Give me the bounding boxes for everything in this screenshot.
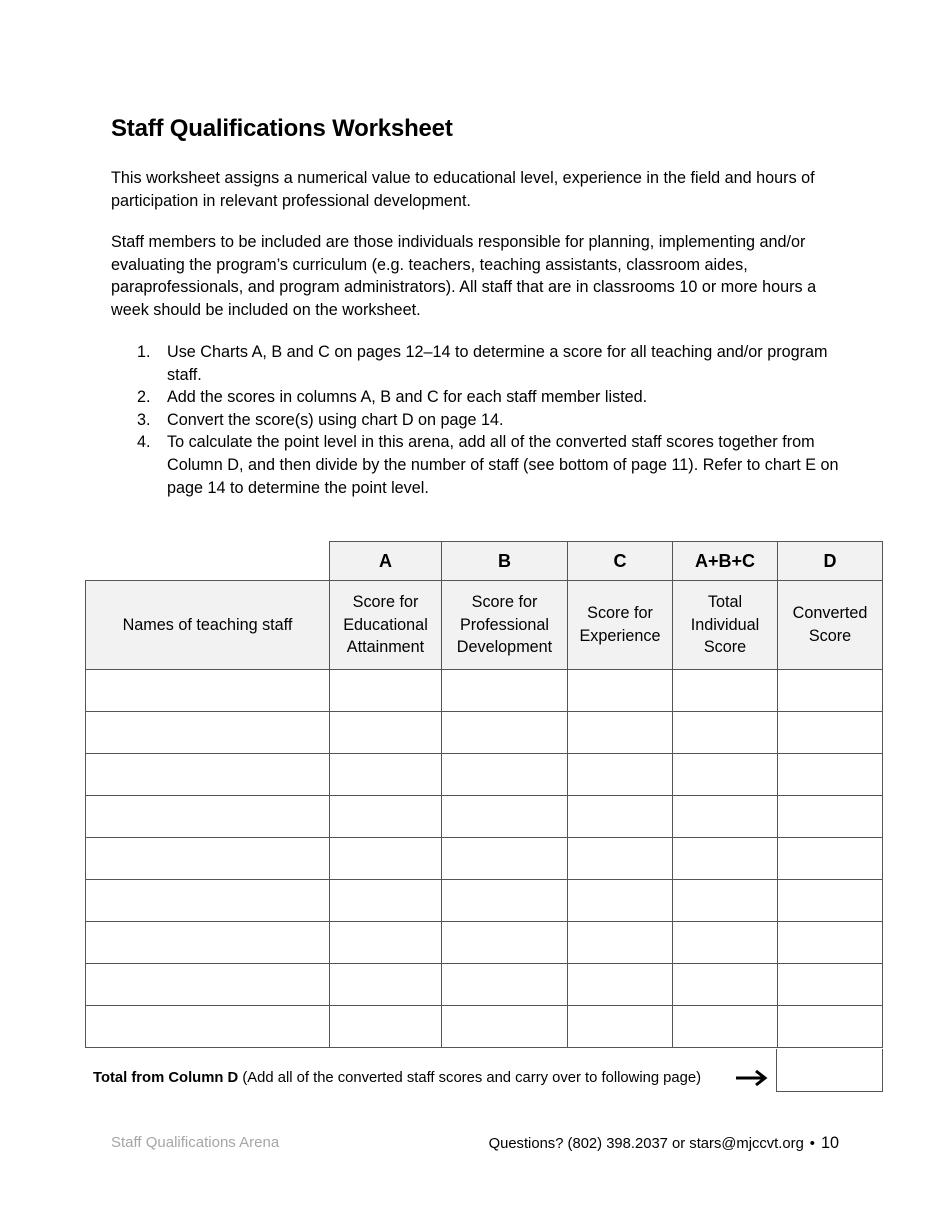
score-a-cell[interactable] <box>330 670 442 712</box>
converted-score-header <box>778 581 883 670</box>
footer-section-name: Staff Qualifications Arena <box>111 1134 280 1151</box>
converted-score-cell[interactable] <box>778 880 883 922</box>
score-b-cell[interactable] <box>442 796 568 838</box>
table-row <box>86 754 883 796</box>
instruction-text: Use Charts A, B and C on pages 12–14 to determine a score for all teaching and/or program staff. <box>167 343 828 384</box>
column-letter-sum: A+B+C <box>673 542 778 581</box>
score-a-cell[interactable] <box>330 796 442 838</box>
instruction-item <box>111 409 856 432</box>
score-b-cell[interactable] <box>442 838 568 880</box>
score-b-cell[interactable] <box>442 1006 568 1048</box>
staff-name-cell[interactable] <box>86 964 330 1006</box>
instruction-item <box>111 386 856 409</box>
header-line: Educational <box>343 615 428 634</box>
total-score-cell[interactable] <box>673 712 778 754</box>
score-b-cell[interactable] <box>442 712 568 754</box>
header-line: Professional <box>459 615 550 634</box>
table-row <box>86 1006 883 1048</box>
staff-name-cell[interactable] <box>86 838 330 880</box>
header-line: Score for <box>587 604 653 623</box>
score-a-cell[interactable] <box>330 712 442 754</box>
total-individual-score-header <box>673 581 778 670</box>
score-b-cell[interactable] <box>442 922 568 964</box>
converted-score-cell[interactable] <box>778 838 883 880</box>
staff-name-cell[interactable] <box>86 670 330 712</box>
converted-score-cell[interactable] <box>778 1006 883 1048</box>
table-row <box>86 964 883 1006</box>
staff-scores-table <box>85 541 883 1048</box>
right-arrow-icon <box>735 1068 769 1088</box>
blank-header-cell <box>86 542 330 581</box>
score-c-cell[interactable] <box>568 712 673 754</box>
score-c-cell[interactable] <box>568 838 673 880</box>
score-a-cell[interactable] <box>330 1006 442 1048</box>
instruction-item <box>111 431 856 499</box>
experience-header <box>568 581 673 670</box>
instruction-number: 1. <box>137 343 151 361</box>
column-d-total-label <box>93 1067 701 1089</box>
converted-score-cell[interactable] <box>778 670 883 712</box>
score-b-cell[interactable] <box>442 670 568 712</box>
staff-name-cell[interactable] <box>86 712 330 754</box>
header-line: Converted <box>792 604 868 623</box>
score-b-cell[interactable] <box>442 754 568 796</box>
column-letter-row <box>86 542 883 581</box>
score-a-cell[interactable] <box>330 964 442 1006</box>
header-line: Score for <box>471 593 538 612</box>
instruction-list <box>111 341 856 499</box>
instruction-text: Add the scores in columns A, B and C for each staff member listed. <box>167 388 648 407</box>
header-line: Experience <box>579 627 661 645</box>
professional-development-header <box>442 581 568 670</box>
header-line: Score <box>703 638 747 657</box>
table-row <box>86 796 883 838</box>
instruction-number: 2. <box>137 388 151 407</box>
total-label-bold: Total from Column D <box>93 1070 239 1086</box>
footer-contact-text: Questions? (802) 398.2037 or stars@mjccvt.org <box>488 1136 804 1152</box>
converted-score-cell[interactable] <box>778 712 883 754</box>
total-score-cell[interactable] <box>673 922 778 964</box>
table-row <box>86 880 883 922</box>
staff-name-cell[interactable] <box>86 754 330 796</box>
total-score-cell[interactable] <box>673 964 778 1006</box>
instruction-number: 4. <box>137 433 151 452</box>
total-score-cell[interactable] <box>673 880 778 922</box>
staff-name-cell[interactable] <box>86 796 330 838</box>
total-score-cell[interactable] <box>673 796 778 838</box>
names-header: Names of teaching staff <box>86 581 330 670</box>
footer-contact <box>489 1132 839 1155</box>
total-score-cell[interactable] <box>673 838 778 880</box>
score-b-cell[interactable] <box>442 964 568 1006</box>
column-letter-a: A <box>330 542 442 581</box>
instruction-text: To calculate the point level in this arena, add all of the converted staff scores together from Column D, and then divide by the number of staff (see bottom of page 11). Refer to chart E on page 14 to determine the point level. <box>167 433 839 497</box>
score-a-cell[interactable] <box>330 880 442 922</box>
score-c-cell[interactable] <box>568 964 673 1006</box>
score-c-cell[interactable] <box>568 754 673 796</box>
table-row <box>86 922 883 964</box>
score-b-cell[interactable] <box>442 880 568 922</box>
staff-name-cell[interactable] <box>86 1006 330 1048</box>
converted-score-cell[interactable] <box>778 922 883 964</box>
header-line: Individual <box>690 615 760 634</box>
table-row <box>86 670 883 712</box>
table-row <box>86 838 883 880</box>
staff-name-cell[interactable] <box>86 880 330 922</box>
score-c-cell[interactable] <box>568 670 673 712</box>
footer-bullet: • <box>809 1136 815 1152</box>
column-letter-d: D <box>778 542 883 581</box>
score-c-cell[interactable] <box>568 1006 673 1048</box>
instruction-item <box>111 341 856 386</box>
header-line: Score <box>808 627 852 645</box>
column-label-row <box>86 581 883 670</box>
converted-score-cell[interactable] <box>778 964 883 1006</box>
intro-paragraph-2: Staff members to be included are those individuals responsible for planning, implementing and/or evaluating the program’s curriculum (e.g. teachers, teaching assistants, classroom aides, paraprofessionals, and program administrators). All staff that are in classrooms 10 or more hours a week should be included on the worksheet. <box>111 233 817 319</box>
score-a-cell[interactable] <box>330 754 442 796</box>
column-letter-c: C <box>568 542 673 581</box>
total-score-cell[interactable] <box>673 670 778 712</box>
header-line: Attainment <box>346 638 425 657</box>
intro-paragraph-1: This worksheet assigns a numerical value to educational level, experience in the field and hours of participation in relevant professional development. <box>111 169 815 210</box>
header-line: Total <box>707 593 743 612</box>
column-letter-b: B <box>442 542 568 581</box>
staff-name-cell[interactable] <box>86 922 330 964</box>
instruction-text: Convert the score(s) using chart D on page 14. <box>167 410 504 429</box>
score-a-cell[interactable] <box>330 838 442 880</box>
score-c-cell[interactable] <box>568 796 673 838</box>
converted-score-cell[interactable] <box>778 796 883 838</box>
instruction-number: 3. <box>137 410 151 429</box>
total-score-cell[interactable] <box>673 1006 778 1048</box>
page-number: 10 <box>820 1134 839 1152</box>
column-d-total-cell[interactable] <box>776 1049 883 1092</box>
header-line: Score for <box>352 593 419 612</box>
total-label-note: (Add all of the converted staff scores and carry over to following page) <box>242 1070 702 1086</box>
table-row <box>86 712 883 754</box>
score-a-cell[interactable] <box>330 922 442 964</box>
score-c-cell[interactable] <box>568 922 673 964</box>
total-score-cell[interactable] <box>673 754 778 796</box>
page-title: Staff Qualifications Worksheet <box>111 115 453 142</box>
converted-score-cell[interactable] <box>778 754 883 796</box>
educational-attainment-header <box>330 581 442 670</box>
header-line: Development <box>456 638 553 657</box>
score-c-cell[interactable] <box>568 880 673 922</box>
